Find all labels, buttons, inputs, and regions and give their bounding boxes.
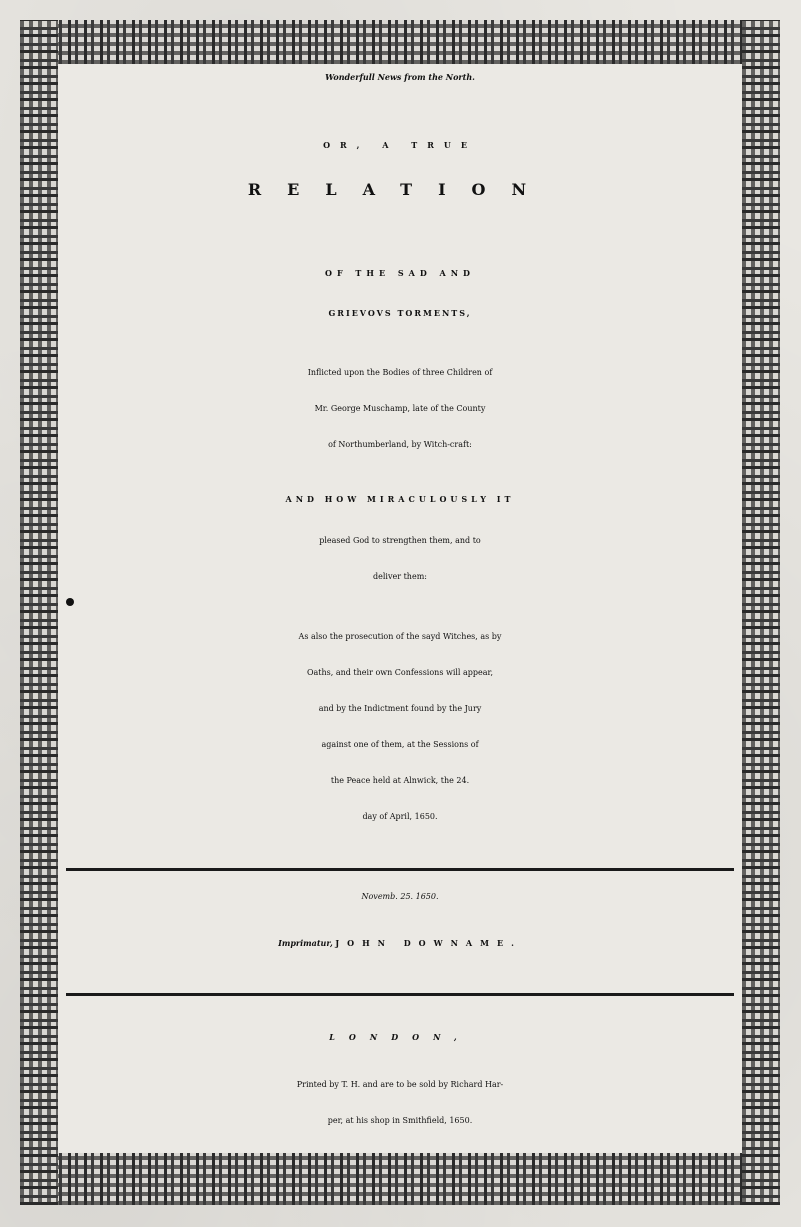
pleased-line-1: pleased God to strengthen them, and to: [319, 536, 481, 545]
main-title: Wonderfull News from the North.: [325, 72, 475, 82]
imprimatur-line: [58, 938, 742, 948]
prosecution-line-5: the Peace held at Alnwick, the 24.: [330, 776, 470, 785]
prosecution-line-3: and by the Indictment found by the Jury: [318, 704, 482, 713]
ornamental-border-left: [20, 20, 58, 1205]
prosecution-line-6: day of April, 1650.: [362, 812, 438, 821]
divider-rule-lower: [66, 993, 734, 996]
prosecution-line-1: As also the prosecution of the sayd Witches, as by: [298, 632, 502, 641]
heading-grievous-torments: GRIEVOVS TORMENTS,: [328, 308, 472, 318]
divider-rule-upper: [66, 868, 734, 871]
subtitle-or-a-true: OR, A TRUE: [323, 140, 477, 150]
pleased-line-2: deliver them:: [373, 572, 427, 581]
imprint-line-2: per, at his shop in Smithfield, 1650.: [327, 1116, 473, 1125]
prosecution-line-4: against one of them, at the Sessions of: [321, 740, 479, 749]
inflicted-line-1: Inflicted upon the Bodies of three Children of: [307, 368, 493, 377]
inflicted-line-2: Mr. George Muschamp, late of the County: [314, 404, 486, 413]
ornamental-border-bottom: [20, 1153, 780, 1205]
heading-relation: RELATION: [247, 180, 553, 199]
heading-of-the-sad: OF THE SAD AND: [325, 268, 475, 278]
imprimatur-name: JOHN DOWNAME.: [335, 938, 522, 948]
inflicted-line-3: of Northumberland, by Witch-craft:: [328, 440, 472, 449]
title-page-text-area: [58, 64, 742, 1153]
imprimatur-label: Imprimatur,: [278, 938, 333, 948]
imprint-line-1: Printed by T. H. and are to be sold by Richard Har-: [296, 1080, 504, 1089]
license-date: Novemb. 25. 1650.: [361, 892, 439, 901]
heading-and-how-miraculously: AND HOW MIRACULOUSLY IT: [285, 494, 515, 504]
ornamental-border-top: [20, 20, 780, 64]
imprint-place: LONDON,: [329, 1032, 471, 1042]
ink-dot: [66, 598, 74, 606]
prosecution-line-2: Oaths, and their own Confessions will appear,: [306, 668, 494, 677]
ornamental-border-right: [742, 20, 780, 1205]
